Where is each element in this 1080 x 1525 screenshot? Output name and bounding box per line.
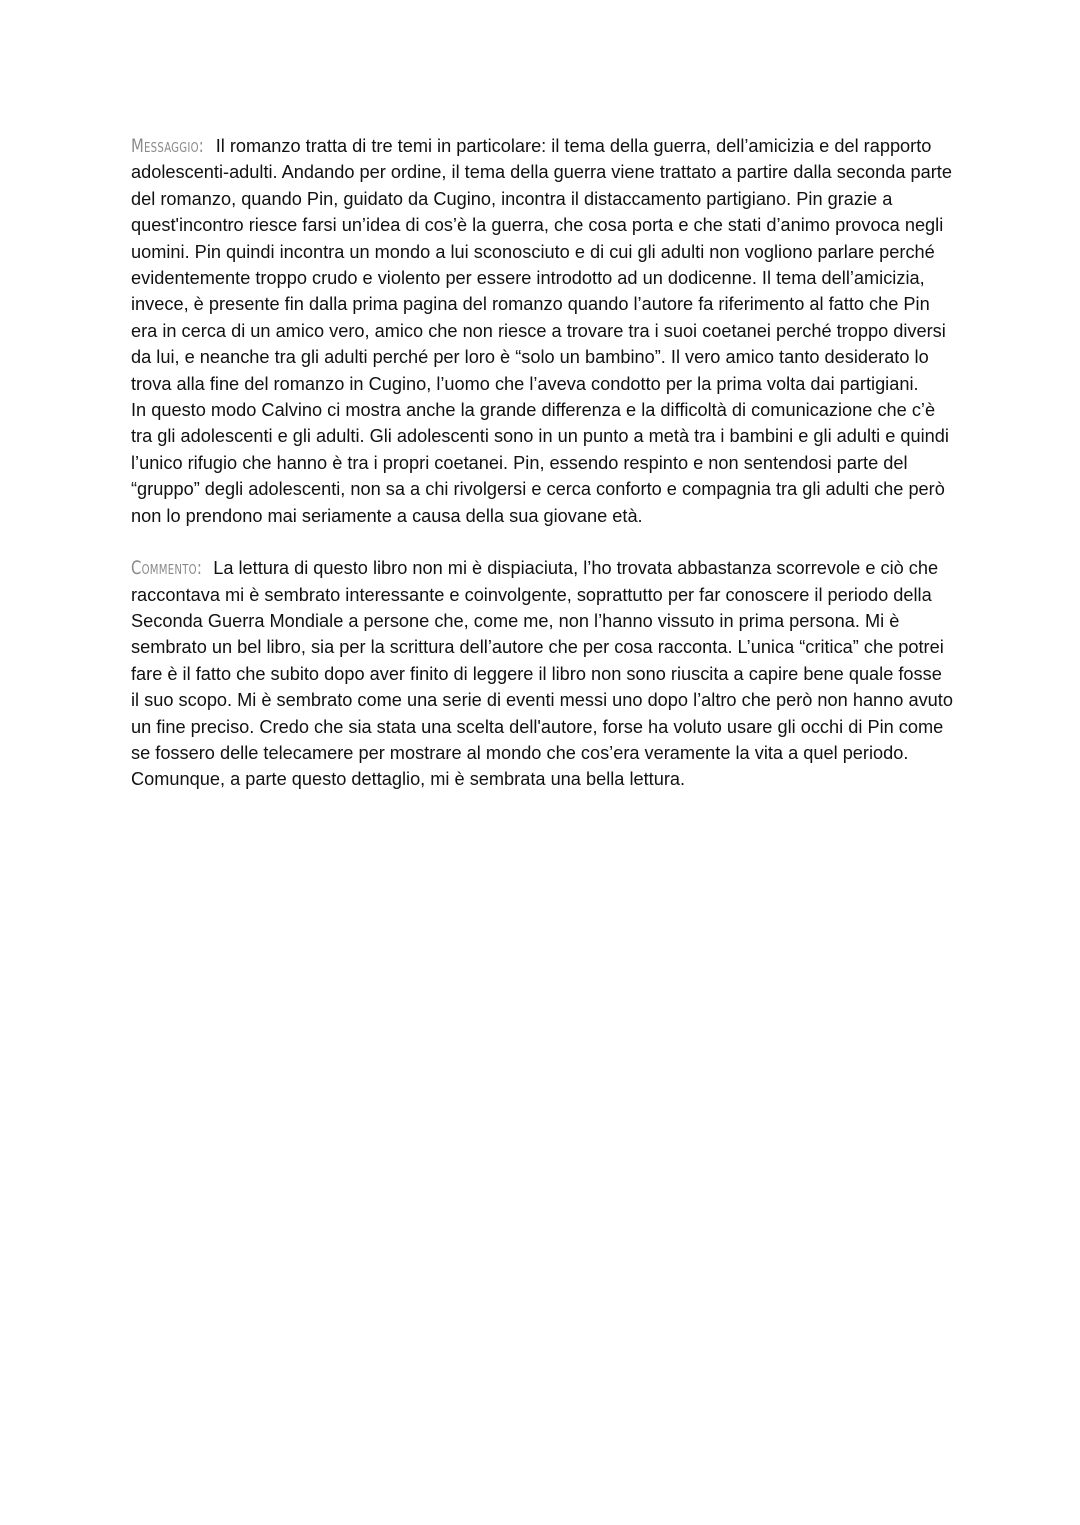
section-heading: Messaggio: [131, 135, 205, 157]
paragraph [131, 397, 953, 529]
paragraph-text: In questo modo Calvino ci mostra anche la grande differenza e la difficoltà di comunicazione che c’è tra gli adolescenti e gli adulti. Gli adolescenti sono in un punto a metà tra i bambini e gli adulti e quindi l’unico rifugio che hanno è tra i propri coetanei. Pin, essendo respinto e non sentendosi parte del “gruppo” degli adolescenti, non sa a chi rivolgersi e cerca conforto e compagnia tra gli adulti che però non lo prendono mai seriamente a causa della sua giovane età. [131, 400, 949, 526]
section-messaggio [131, 133, 953, 529]
paragraph [131, 555, 953, 793]
section-commento [131, 555, 953, 793]
document-page [131, 133, 953, 793]
paragraph [131, 133, 953, 397]
paragraph-text: La lettura di questo libro non mi è dispiaciuta, l’ho trovata abbastanza scorrevole e ciò che raccontava mi è sembrato interessante e coinvolgente, soprattutto per far conoscere il periodo della Seconda Guerra Mondiale a persone che, come me, non l’hanno vissuto in prima persona. Mi è sembrato un bel libro, sia per la scrittura dell’autore che per cosa racconta. L’unica “critica” che potrei fare è il fatto che subito dopo aver finito di leggere il libro non sono riuscita a capire bene quale fosse il suo scopo. Mi è sembrato come una serie di eventi messi uno dopo l’altro che però non hanno avuto un fine preciso. Credo che sia stata una scelta dell'autore, forse ha voluto usare gli occhi di Pin come se fossero delle telecamere per mostrare al mondo che cos’era veramente la vita a quel periodo. Comunque, a parte questo dettaglio, mi è sembrata una bella lettura. [131, 558, 953, 790]
paragraph-text: Il romanzo tratta di tre temi in particolare: il tema della guerra, dell’amicizia e del rapporto adolescenti-adulti. Andando per ordine, il tema della guerra viene trattato a partire dalla seconda parte del romanzo, quando Pin, guidato da Cugino, incontra il distaccamento partigiano. Pin grazie a quest'incontro riesce farsi un’idea di cos’è la guerra, che cosa porta e che stati d’animo provoca negli uomini. Pin quindi incontra un mondo a lui sconosciuto e di cui gli adulti non vogliono parlare perché evidentemente troppo crudo e violento per essere introdotto ad un dodicenne. Il tema dell’amicizia, invece, è presente fin dalla prima pagina del romanzo quando l’autore fa riferimento al fatto che Pin era in cerca di un amico vero, amico che non riesce a trovare tra i suoi coetanei perché troppo diversi da lui, e neanche tra gli adulti perché per loro è “solo un bambino”. Il vero amico tanto desiderato lo trova alla fine del romanzo in Cugino, l’uomo che l’aveva condotto per la prima volta dai partigiani. [131, 136, 952, 394]
section-heading: Commento: [131, 557, 203, 580]
